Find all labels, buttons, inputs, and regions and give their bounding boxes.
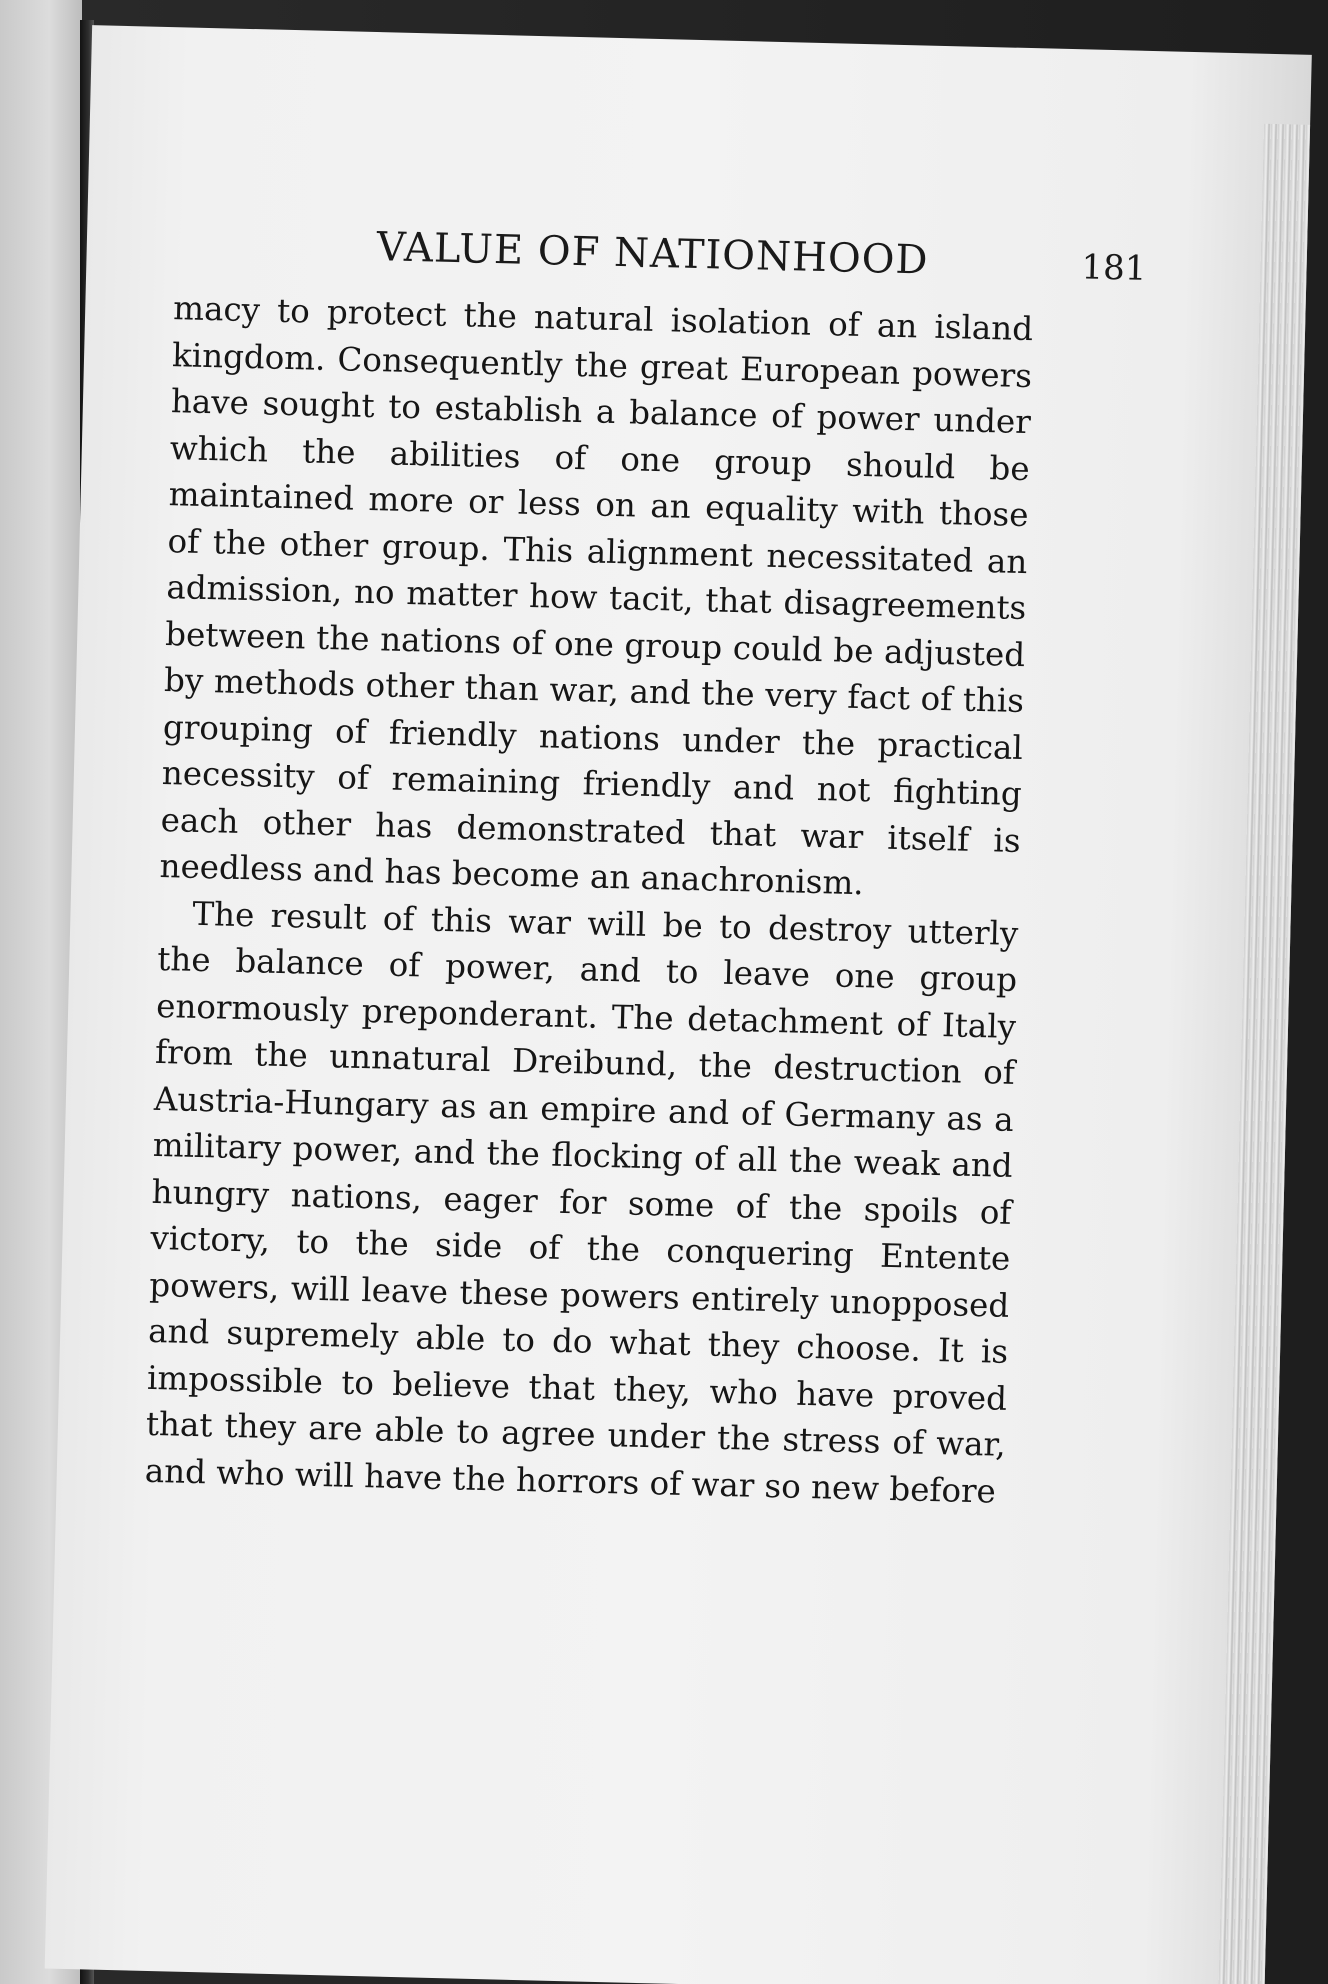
page-number: 181 [1081, 247, 1147, 289]
running-title: VALUE OF NATIONHOOD [376, 224, 930, 284]
page-stack-edge [1218, 124, 1310, 1984]
paragraph: The result of this war will be to destroy utterly the balance of power, and to leave one group enormously preponderant. The detachment of Italy from the unnatural Dreibund, the destruction of Austria-Hungary as an empire and of Germany as a military power, and the flocking of all the weak and hungry nations, eager for some of the spoils of victory, to the side of the conquering Entente powers, will leave these powers entirely unopposed and supremely able to do what they choose. It is impossible to believe that they, who have proved that they are able to agree under the stress of war, and who will have the horrors of war so new before [144, 894, 1019, 1511]
paragraph-continued: macy to protect the natural isolation of an island kingdom. Consequently the great European powers have sought to establish a balance of power under which the abilities of one group should be maintained more or less on an equality with those of the other group. This alignment necessitated an admission, no matter how tacit, that disagreements between the nations of one group could be adjusted by methods other than war, and the very fact of this grouping of friendly nations under the practical necessity of remaining friendly and not fighting each other has demonstrated that war itself is needless and has become an anachronism. [159, 289, 1034, 903]
body-text [144, 285, 1033, 1515]
running-head [376, 224, 1177, 290]
book-page [45, 25, 1312, 1984]
